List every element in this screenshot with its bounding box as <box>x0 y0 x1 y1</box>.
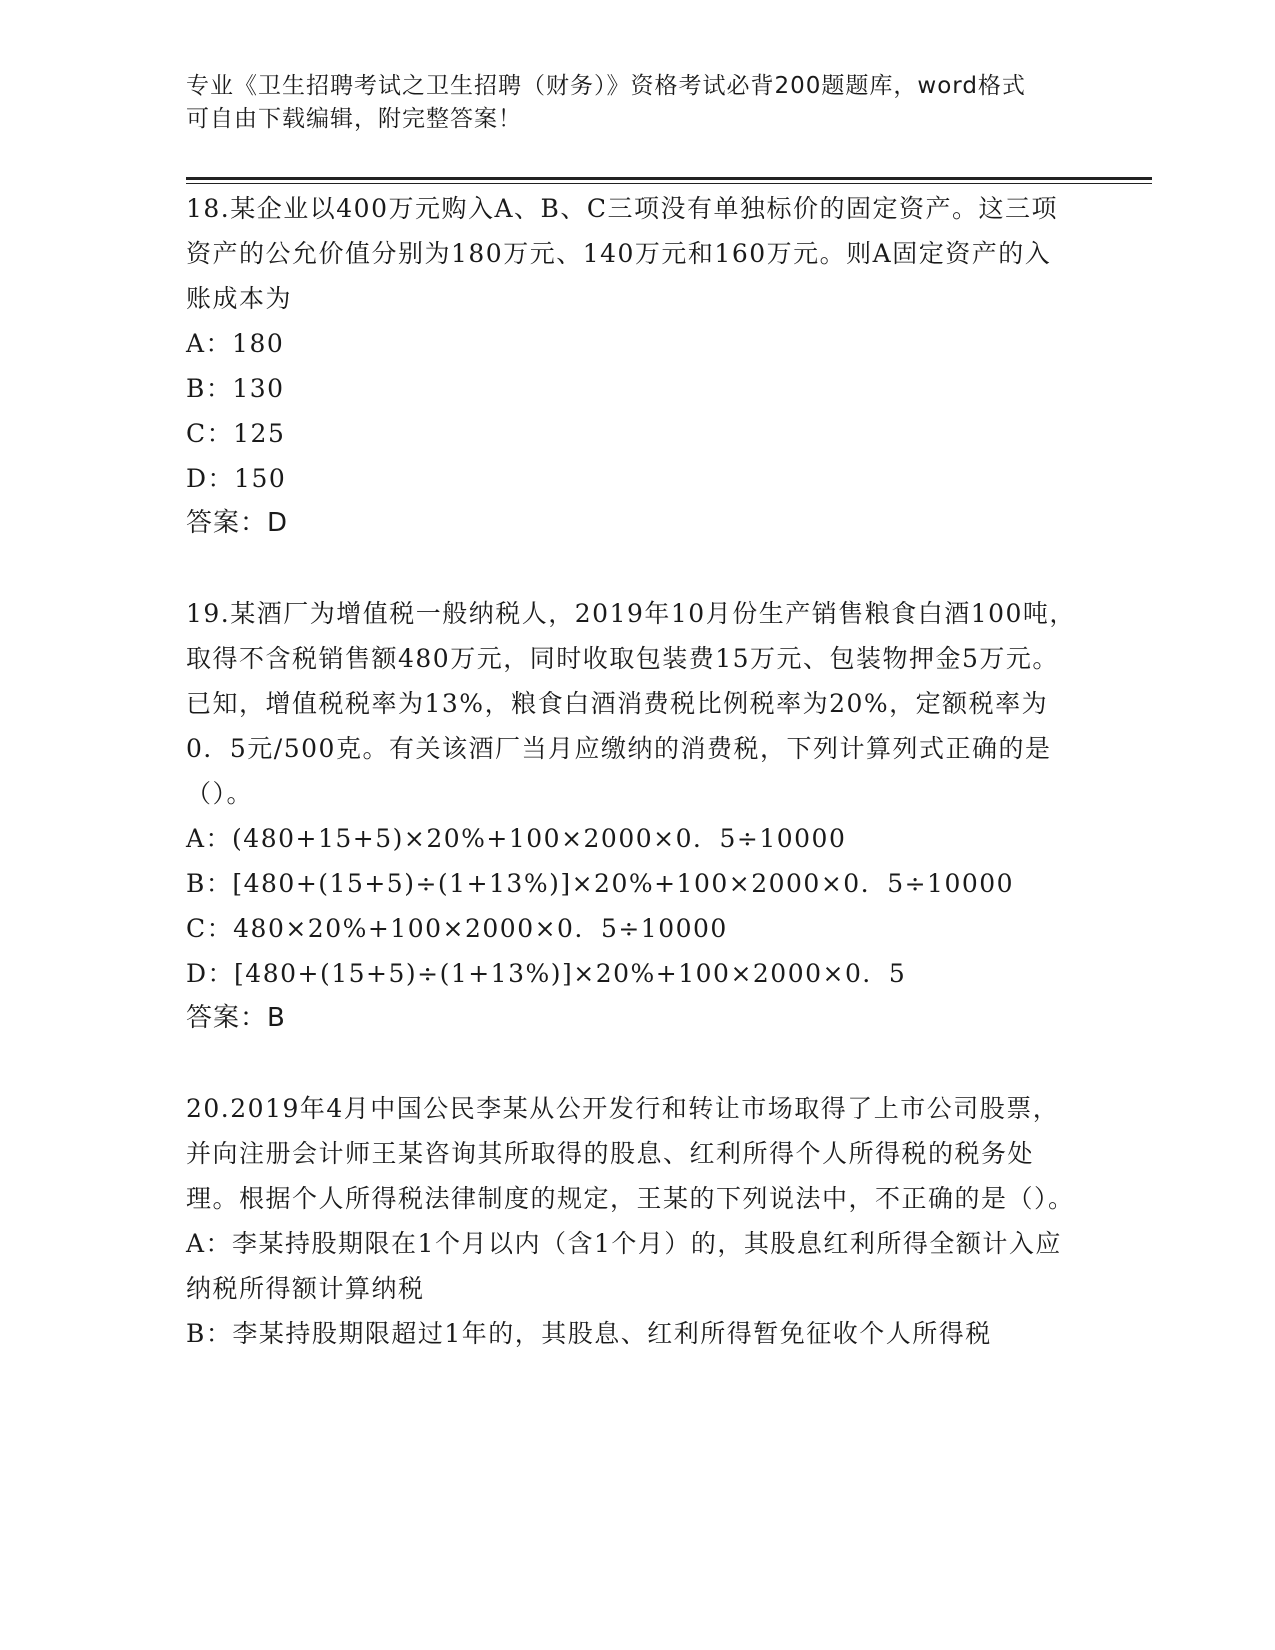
question-18 <box>186 186 1086 546</box>
answer-label: 答案：D <box>186 508 289 538</box>
question-stem: 18.某企业以400万元购入A、B、C三项没有单独标价的固定资产。这三项资产的公允价值分别为180万元、140万元和160万元。则A固定资产的入账成本为 <box>186 194 1059 313</box>
header-line-2: 可自由下载编辑，附完整答案！ <box>186 106 522 132</box>
question-20 <box>186 1086 1086 1356</box>
question-stem: 20.2019年4月中国公民李某从公开发行和转让市场取得了上市公司股票，并向注册会计师王某咨询其所取得的股息、红利所得个人所得税的税务处理。根据个人所得税法律制度的规定，王某的下列说法中，不正确的是（）。 <box>186 1094 1075 1213</box>
option-c: C：480×20%+100×2000×0．5÷10000 <box>186 914 728 943</box>
question-19 <box>186 591 1086 1041</box>
question-list <box>186 186 1086 1356</box>
option-d: D：150 <box>186 464 287 493</box>
document-header <box>186 70 1066 136</box>
option-a: A：李某持股期限在1个月以内（含1个月）的，其股息红利所得全额计入应纳税所得额计算纳税 <box>186 1229 1062 1303</box>
option-b: B：李某持股期限超过1年的，其股息、红利所得暂免征收个人所得税 <box>186 1319 992 1348</box>
option-b: B：[480+(15+5)÷(1+13%)]×20%+100×2000×0．5÷10000 <box>186 869 1015 898</box>
header-divider-thin <box>186 183 1152 184</box>
option-a: A：(480+15+5)×20%+100×2000×0．5÷10000 <box>186 824 847 853</box>
option-c: C：125 <box>186 419 286 448</box>
option-d: D：[480+(15+5)÷(1+13%)]×20%+100×2000×0．5 <box>186 959 907 988</box>
option-b: B：130 <box>186 374 285 403</box>
answer-label: 答案：B <box>186 1003 286 1033</box>
header-line-1: 专业《卫生招聘考试之卫生招聘（财务）》资格考试必背200题题库，word格式 <box>186 73 1026 99</box>
header-divider <box>186 177 1152 180</box>
option-a: A：180 <box>186 329 285 358</box>
question-stem: 19.某酒厂为增值税一般纳税人，2019年10月份生产销售粮食白酒100吨，取得不含税销售额480万元，同时收取包装费15万元、包装物押金5万元。已知，增值税税率为13%，粮食白酒消费税比例税率为20%，定额税率为0．5元/500克。有关该酒厂当月应缴纳的消费税，下列计算列式正确的是（）。 <box>186 599 1076 808</box>
